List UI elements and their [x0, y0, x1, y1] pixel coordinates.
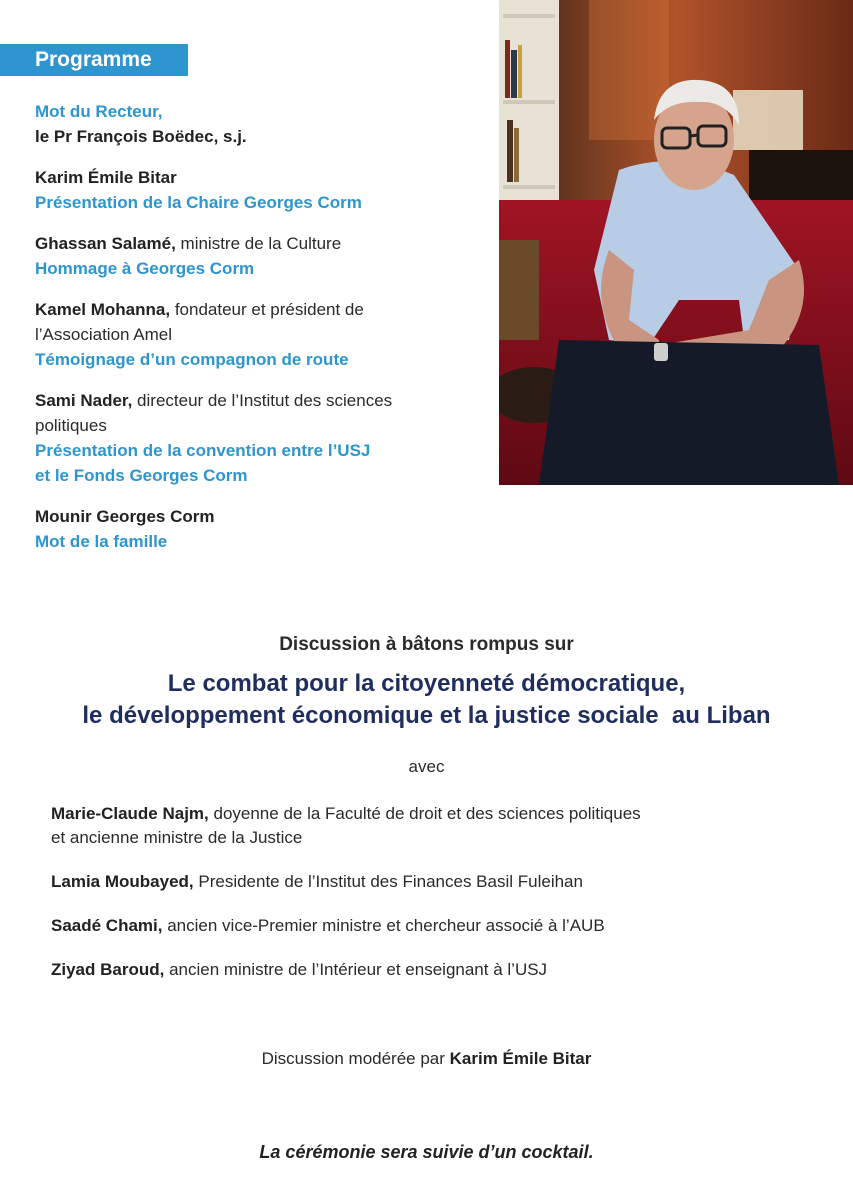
programme-title: et le Fonds Georges Corm — [35, 466, 248, 485]
panelist-role: et ancienne ministre de la Justice — [51, 828, 303, 847]
programme-entry — [35, 231, 490, 281]
programme-speaker: Ghassan Salamé, — [35, 234, 176, 253]
programme-title: Présentation de la convention entre l’USJ — [35, 441, 371, 460]
programme-heading: Programme — [0, 44, 188, 76]
discussion-title-line: le développement économique et la justice sociale au Liban — [82, 702, 771, 729]
portrait-illustration — [499, 0, 853, 485]
panelist-name: Saadé Chami, — [51, 916, 163, 935]
panelist-name: Lamia Moubayed, — [51, 872, 194, 891]
programme-entry — [35, 388, 490, 488]
programme-title: Témoignage d’un compagnon de route — [35, 350, 349, 369]
closing-note: La cérémonie sera suivie d’un cocktail. — [259, 1142, 594, 1162]
programme-list — [35, 99, 490, 570]
programme-speaker: Karim Émile Bitar — [35, 168, 177, 187]
panelist-role: ancien ministre de l’Intérieur et enseignant à l’USJ — [164, 960, 548, 979]
programme-title: Présentation de la Chaire Georges Corm — [35, 193, 362, 212]
programme-speaker-role: politiques — [35, 416, 107, 435]
programme-title: Mot du Recteur, — [35, 102, 163, 121]
moderator-prefix: Discussion modérée par — [261, 1049, 450, 1068]
panelist-role: doyenne de la Faculté de droit et des sciences politiques — [208, 804, 641, 823]
panelist — [51, 870, 831, 894]
discussion-title — [0, 668, 853, 732]
panelist-list — [51, 802, 831, 1002]
programme-title: Mot de la famille — [35, 532, 168, 551]
panelist — [51, 914, 831, 938]
programme-speaker-role: directeur de l’Institut des sciences — [132, 391, 393, 410]
programme-speaker: le Pr François Boëdec, s.j. — [35, 127, 247, 146]
programme-speaker: Sami Nader, — [35, 391, 133, 410]
portrait-photo — [499, 0, 853, 485]
avec-label: avec — [408, 757, 445, 776]
programme-entry — [35, 504, 490, 554]
programme-title: Hommage à Georges Corm — [35, 259, 255, 278]
panelist — [51, 958, 831, 982]
programme-entry — [35, 99, 490, 149]
programme-speaker: Mounir Georges Corm — [35, 507, 215, 526]
programme-speaker-role: ministre de la Culture — [175, 234, 342, 253]
programme-speaker-role: l’Association Amel — [35, 325, 173, 344]
panelist-role: ancien vice-Premier ministre et chercheur associé à l’AUB — [162, 916, 605, 935]
panelist-role: Presidente de l’Institut des Finances Basil Fuleihan — [193, 872, 583, 891]
moderator-name: Karim Émile Bitar — [449, 1049, 592, 1068]
moderator-line — [0, 1049, 853, 1069]
programme-entry — [35, 297, 490, 372]
panelist-name: Ziyad Baroud, — [51, 960, 165, 979]
programme-speaker-role: fondateur et président de — [170, 300, 364, 319]
panelist-name: Marie-Claude Najm, — [51, 804, 209, 823]
discussion-title-line: Le combat pour la citoyenneté démocratique, — [167, 670, 686, 697]
panelist — [51, 802, 831, 850]
discussion-intro: Discussion à bâtons rompus sur — [279, 634, 574, 655]
programme-speaker: Kamel Mohanna, — [35, 300, 171, 319]
programme-entry — [35, 165, 490, 215]
